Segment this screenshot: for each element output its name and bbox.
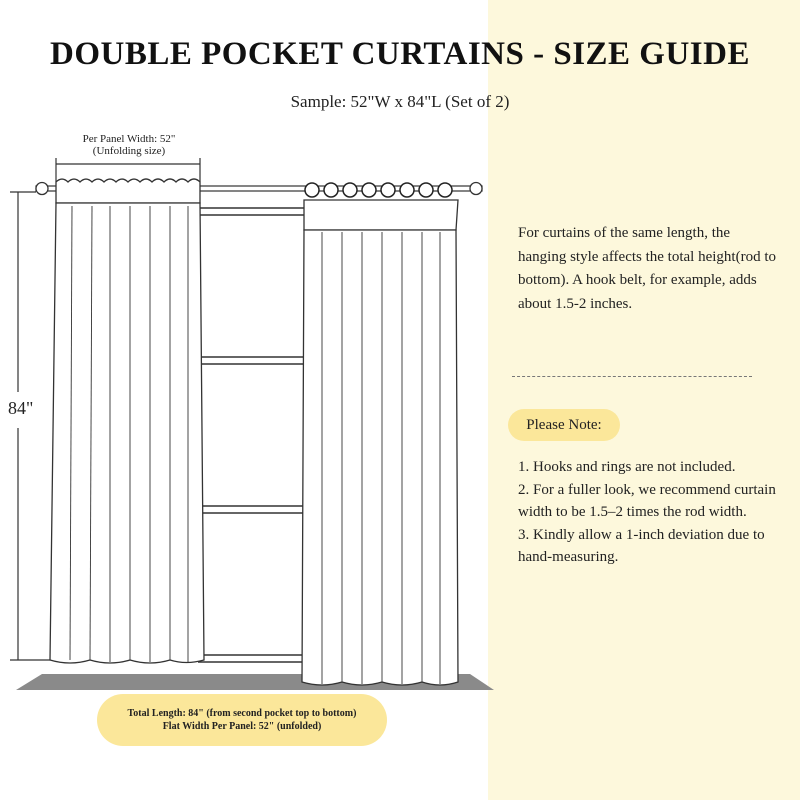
flat-width-text: Flat Width Per Panel: 52" (unfolded): [162, 721, 322, 732]
hanging-style-description: For curtains of the same length, the hanging style affects the total height(rod to bottom). A hook belt, for example, adds about 1.5-2 inches.: [518, 225, 776, 312]
panel-width-label: [56, 133, 202, 157]
window-frame: [198, 208, 304, 662]
page-subtitle: Sample: 52"W x 84"L (Set of 2): [290, 92, 510, 111]
panel-width-note: (Unfolding size): [92, 145, 166, 157]
height-dimension-line: [10, 192, 50, 660]
right-curtain-panel: [302, 200, 458, 685]
left-curtain-panel: [50, 179, 204, 663]
dashed-divider: [512, 376, 752, 377]
size-summary-badge: [97, 694, 387, 746]
note-item: 2. For a fuller look, we recommend curtain width to be 1.5–2 times the rod width.: [518, 481, 776, 520]
page-title: DOUBLE POCKET CURTAINS - SIZE GUIDE: [49, 36, 750, 72]
total-length-text: Total Length: 84" (from second pocket top to bottom): [127, 708, 357, 719]
panel-height-label: 84": [8, 398, 34, 418]
note-title-badge: Please Note:: [508, 409, 620, 441]
notes-list: [518, 456, 798, 569]
width-dimension-line: [56, 158, 200, 182]
note-item: 1. Hooks and rings are not included.: [518, 459, 736, 475]
panel-width-value: Per Panel Width: 52": [82, 133, 176, 145]
note-item: 3. Kindly allow a 1-inch deviation due to hand-measuring.: [518, 526, 765, 565]
